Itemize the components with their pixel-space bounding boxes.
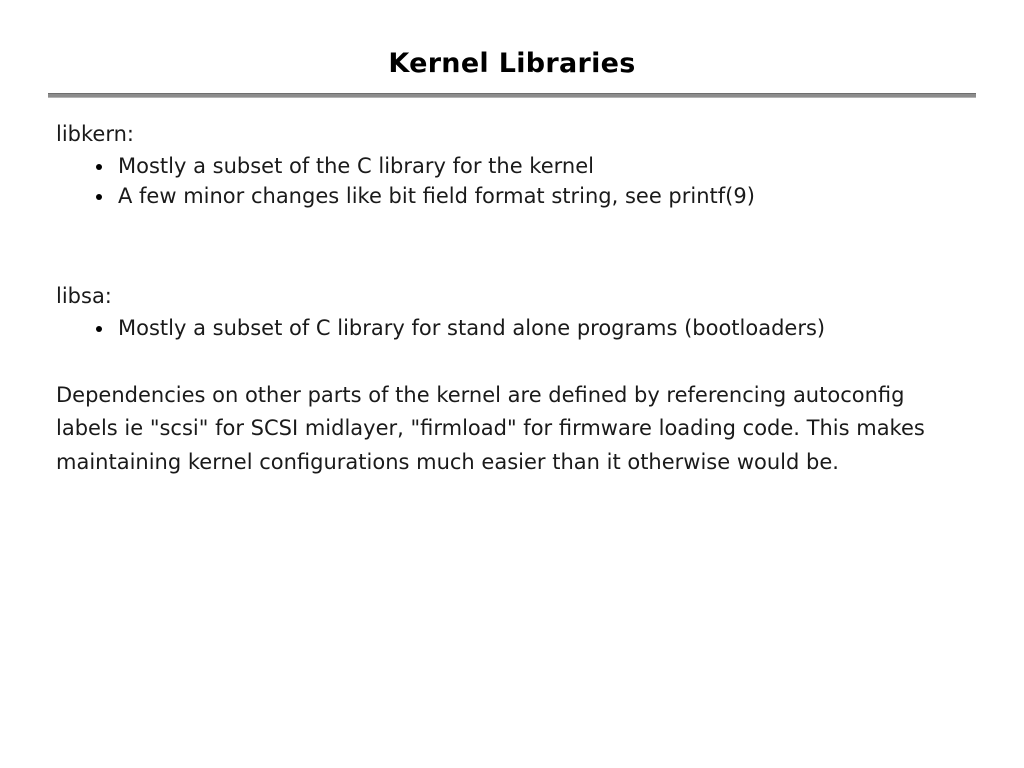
list-item-label: A few minor changes like bit field format string, see printf(9) bbox=[118, 184, 755, 209]
list-item bbox=[96, 181, 968, 211]
bullet-list-libkern bbox=[56, 151, 968, 212]
section-heading-libsa: libsa: bbox=[56, 283, 112, 308]
page-title: Kernel Libraries bbox=[388, 48, 636, 79]
bullet-dot-icon bbox=[96, 164, 102, 170]
spacer bbox=[56, 343, 968, 379]
slide-body bbox=[0, 98, 1024, 479]
spacer bbox=[56, 212, 968, 286]
list-item bbox=[96, 151, 968, 181]
bullet-dot-icon bbox=[96, 194, 102, 200]
list-item-label: Mostly a subset of the C library for the kernel bbox=[118, 154, 594, 178]
bullet-list-libsa bbox=[56, 313, 968, 343]
list-item bbox=[96, 313, 968, 343]
list-item-label: Mostly a subset of C library for stand alone programs (bootloaders) bbox=[118, 315, 826, 340]
section-heading-libkern: libkern: bbox=[56, 122, 134, 146]
body-paragraph: Dependencies on other parts of the kernel are defined by referencing autoconfig labels ie "scsi" for SCSI midlayer, "firmload" for firmware loading code. This makes maintaining kernel configurations much easier than it otherwise would be. bbox=[56, 383, 925, 474]
bullet-dot-icon bbox=[96, 326, 102, 332]
